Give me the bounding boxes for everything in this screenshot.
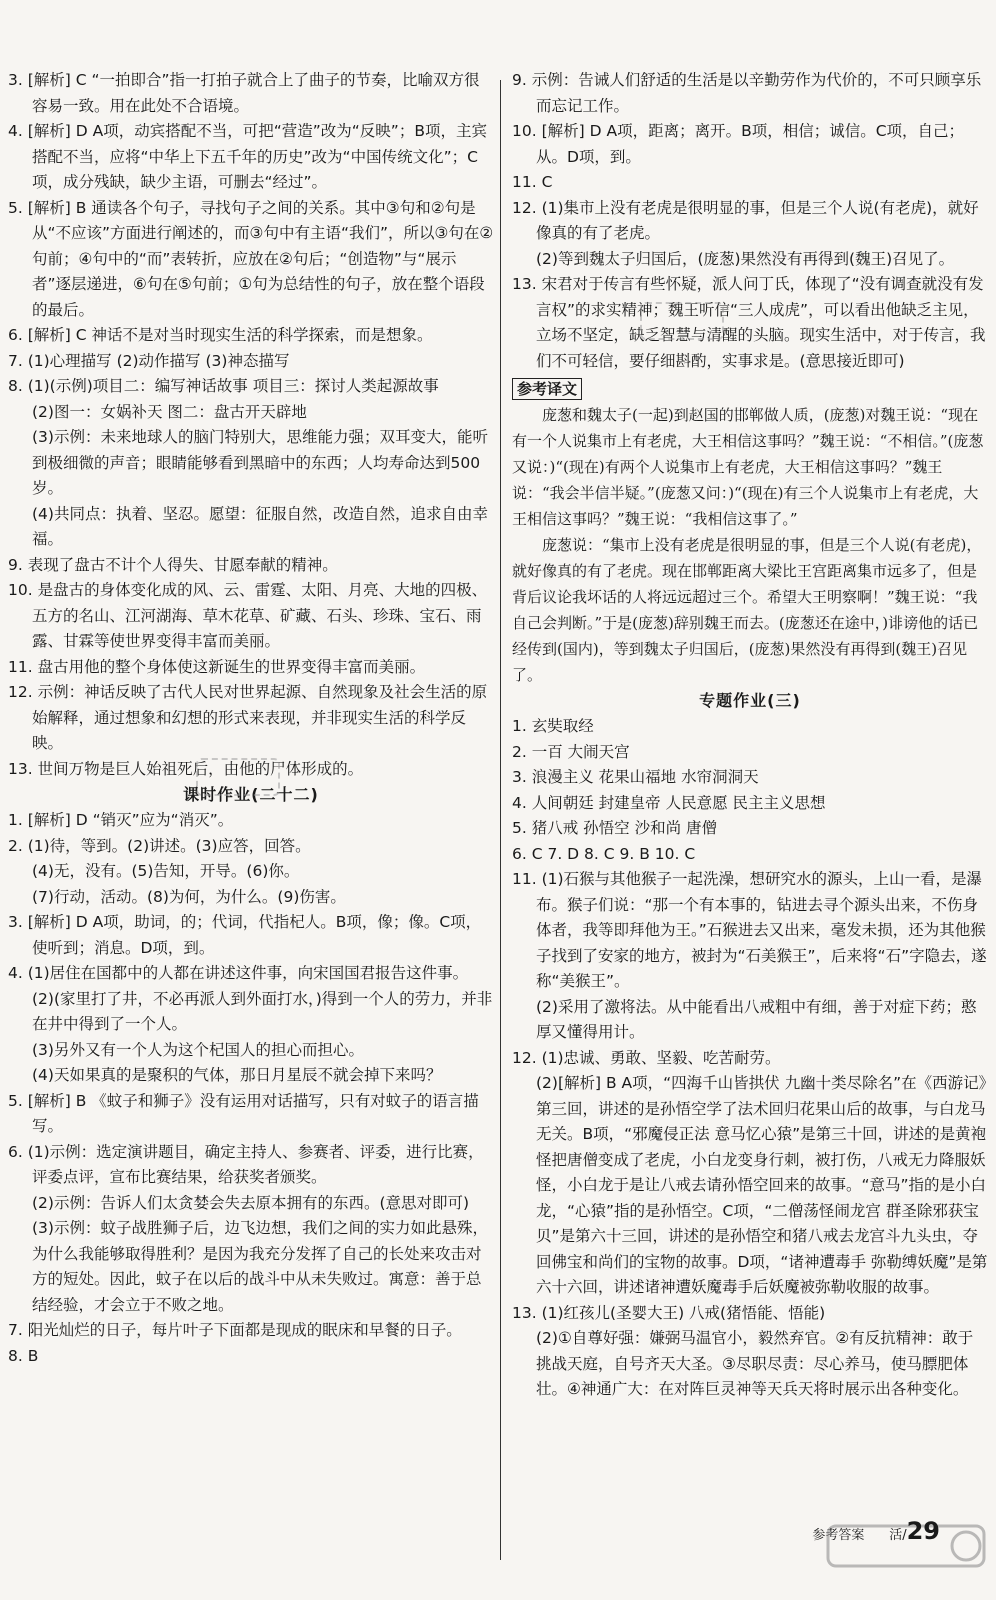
answer-item: 5. 猪八戒 孙悟空 沙和尚 唐僧: [512, 819, 717, 837]
answer-item: 12. (1)忠诚、勇敢、坚毅、吃苦耐劳。: [512, 1048, 781, 1067]
watermark-stamp-icon: [196, 758, 280, 796]
answer-subitem: (2)[解析] B A项，“四海千山皆拱伏 九幽十类尽除名”在《西游记》第三回，讲述的是孙悟空学了法术回归花果山后的故事，与白龙马无关。B项，“邪魔侵正法 意马忆心猿”是第三十回，讲述的是黄袍怪把唐僧变成了老虎，小白龙变身行刺，被打伤，八戒无力降服妖怪，小白龙于是让八戒去请孙悟空回来的故事。“意马”指的是小白龙，“心猿”指的是孙悟空。C项，“二僧荡怪闹龙宫 群圣除邪获宝贝”是第六十三回，讲述的是孙悟空和猪八戒去龙宫斗九头虫，夺回佛宝和尚们的宝物的故事。D项，“诸神遭毒手 弥勒缚妖魔”是第六十六回，讲述诸神遭妖魔毒手后妖魔被弥勒收服的故事。: [536, 1074, 988, 1296]
answer-item: 3. [解析] C “一拍即合”指一打拍子就合上了曲子的节奏，比喻双方很容易一致。用在此处不合语境。: [8, 71, 480, 115]
answer-subitem: (2)示例：告诉人们太贪婪会失去原本拥有的东西。(意思对即可): [32, 1193, 470, 1212]
answer-item: 7. (1)心理描写 (2)动作描写 (3)神态描写: [8, 351, 290, 370]
answer-item: 2. (1)待，等到。(2)讲述。(3)应答，回答。: [8, 836, 311, 855]
answer-subitem: (2)图一：女娲补天 图二：盘古开天辟地: [32, 402, 307, 421]
answer-item: 6. C 7. D 8. C 9. B 10. C: [512, 844, 696, 863]
section-title: 专题作业(三): [699, 691, 801, 710]
answer-item: 13. 宋君对于传言有些怀疑，派人问丁氏，体现了“没有调查就没有发言权”的求实精神；魏王听信“三人成虎”，可以看出他缺乏主见，立场不坚定，缺乏智慧与清醒的头脑。现实生活中，对于传言，我们不可轻信，要仔细斟酌，实事求是。(意思接近即可): [512, 275, 986, 370]
answer-item: 5. [解析] B 《蚊子和狮子》没有运用对话描写，只有对蚊子的语言描写。: [8, 1091, 479, 1135]
answer-item: 10. [解析] D A项，距离；离开。B项，相信；诚信。C项，自己；从。D项，到。: [512, 122, 965, 166]
column-divider: [500, 80, 501, 1560]
answer-item: 4. 人间朝廷 封建皇帝 人民意愿 民主主义思想: [512, 793, 826, 812]
answer-item: 11. 盘古用他的整个身体使这新诞生的世界变得丰富而美丽。: [8, 657, 426, 676]
answer-subitem: (2)等到魏太子归国后，(庞葱)果然没有再得到(魏王)召见了。: [536, 249, 955, 268]
answer-item: 8. (1)(示例)项目二：编写神话故事 项目三：探讨人类起源故事: [8, 377, 439, 395]
footer-label: 参考答案: [812, 1528, 865, 1543]
answer-subitem: (2)采用了激将法。从中能看出八戒粗中有细，善于对症下药；憨厚又懂得用计。: [536, 997, 977, 1041]
answer-item: 12. (1)集市上没有老虎是很明显的事，但是三个人说(有老虎)，就好像真的有了老虎。: [512, 198, 979, 242]
section-title: 课时作业(二十二): [183, 785, 319, 804]
answer-item: 12. 示例：神话反映了古代人民对世界起源、自然现象及社会生活的原始解释，通过想象和幻想的形式来表现，并非现实生活的科学反映。: [8, 683, 488, 752]
footer-prefix: 活/: [889, 1528, 907, 1543]
answer-item: 1. [解析] D “销灭”应为“消灭”。: [8, 811, 234, 829]
left-column: [8, 68, 494, 1369]
watermark-stamp-icon: [640, 302, 724, 340]
answer-item: 4. (1)居住在国都中的人都在讲述这件事，向宋国国君报告这件事。: [8, 964, 469, 982]
answer-item: 9. 示例：告诫人们舒适的生活是以辛勤劳作为代价的，不可只顾享乐而忘记工作。: [512, 71, 982, 115]
answer-item: 11. (1)石猴与其他猴子一起洗澡，想研究水的源头，上山一看，是瀑布。猴子们说：“那一个有本事的，钻进去寻个源头出来，不伤身体者，我等即拜他为王。”石猴进去又出来，毫发未损，还为其他猴子找到了安家的地方，被封为“石美猴王”，后来将“石”字隐去，遂称“美猴王”。: [512, 870, 987, 990]
answer-subitem: (4)共同点：执着、坚忍。愿望：征服自然，改造自然，追求自由幸福。: [32, 504, 488, 548]
answer-subitem: (2)①自尊好强：嫌弼马温官小，毅然弃官。②有反抗精神：敢于挑战天庭，自号齐天大圣。③尽职尽责：尽心养马，使马膘肥体壮。④神通广大：在对阵巨灵神等天兵天将时展示出各种变化。: [536, 1329, 974, 1398]
page-footer: [812, 1517, 940, 1545]
answer-item: 8. B: [8, 1346, 39, 1365]
page-number: 29: [906, 1517, 940, 1545]
answer-subitem: (4)无，没有。(5)告知，开导。(6)你。: [32, 862, 300, 880]
answer-item: 3. 浪漫主义 花果山福地 水帘洞洞天: [512, 768, 759, 786]
answer-item: 3. [解析] D A项，助词，的；代词，代指杞人。B项，像；像。C项，使听到；消息。D项，到。: [8, 913, 482, 957]
answer-subitem: (3)另外又有一个人为这个杞国人的担心而担心。: [32, 1040, 364, 1059]
answer-item: 6. [解析] C 神话不是对当时现实生活的科学探索，而是想象。: [8, 326, 433, 344]
answer-item: 4. [解析] D A项，动宾搭配不当，可把“营造”改为“反映”；B项，主宾搭配不当，应将“中华上下五千年的历史”改为“中国传统文化”；C项，成分残缺，缺少主语，可删去“经过”。: [8, 122, 487, 191]
answer-subitem: (3)示例：蚊子战胜狮子后，边飞边想，我们之间的实力如此悬殊，为什么我能够取得胜利？是因为我充分发挥了自己的长处来攻击对方的短处。因此，蚊子在以后的战斗中从未失败过。寓意：善于总结经验，才会立于不败之地。: [32, 1219, 488, 1314]
reference-translation-title: 参考译文: [512, 378, 582, 400]
answer-subitem: (2)(家里打了井，不必再派人到外面打水，)得到一个人的劳力，并非在井中得到了一个人。: [32, 989, 493, 1033]
translation-paragraph: 庞葱说：“集市上没有老虎是很明显的事，但是三个人说(有老虎)，就好像真的有了老虎。现在邯郸距离大梁比王宫距离集市远多了，但是背后议论我坏话的人将远远超过三个。希望大王明察啊！”魏王说：“我自己会判断。”于是(庞葱)辞别魏王而去。(庞葱还在途中，)诽谤他的话已经传到(国内)，等到魏太子归国后，(庞葱)果然没有再得到(魏王)召见了。: [512, 536, 982, 684]
answer-item: 10. 是盘古的身体变化成的风、云、雷霆、太阳、月亮、大地的四极、五方的名山、江河湖海、草木花草、矿藏、石头、珍珠、宝石、雨露、甘霖等使世界变得丰富而美丽。: [8, 581, 488, 650]
answer-item: 13. 世间万物是巨人始祖死后，由他的尸体形成的。: [8, 759, 364, 778]
answer-item: 1. 玄奘取经: [512, 717, 594, 735]
answer-subitem: (3)示例：未来地球人的脑门特别大，思维能力强；双耳变大，能听到极细微的声音；眼睛能够看到黑暗中的东西；人均寿命达到500岁。: [32, 428, 488, 497]
answer-subitem: (4)天如果真的是聚积的气体，那日月星辰不就会掉下来吗？: [32, 1066, 442, 1084]
answer-item: 7. 阳光灿烂的日子，每片叶子下面都是现成的眠床和早餐的日子。: [8, 1321, 462, 1339]
right-column: [512, 68, 988, 1403]
answer-item: 11. C: [512, 173, 553, 191]
answer-item: 6. (1)示例：选定演讲题目，确定主持人、参赛者、评委，进行比赛，评委点评，宣布比赛结果，给获奖者颁奖。: [8, 1142, 484, 1186]
answer-item: 2. 一百 大闹天宫: [512, 742, 630, 761]
translation-paragraph: 庞葱和魏太子(一起)到赵国的邯郸做人质，(庞葱)对魏王说：“现在有一个人说集市上有老虎，大王相信这事吗？”魏王说：“不相信。”(庞葱又说：)“(现在)有两个人说集市上有老虎，大王相信这事吗？”魏王说：“我会半信半疑。”(庞葱又问：)“(现在)有三个人说集市上有老虎，大王相信这事吗？”魏王说：“我相信这事了。”: [512, 406, 984, 528]
answer-item: 5. [解析] B 通读各个句子，寻找句子之间的关系。其中③句和②句是从“不应该”方面进行阐述的，而③句中有主语“我们”，所以③句在②句前；④句中的“而”表转折，应放在②句后；“创造物”与“展示者”逐层递进，⑥句在⑤句前；①句为总结性的句子，放在整个语段的最后。: [8, 198, 494, 319]
answer-subitem: (7)行动，活动。(8)为何，为什么。(9)伤害。: [32, 887, 346, 906]
answer-item: 13. (1)红孩儿(圣婴大王) 八戒(猪悟能、悟能): [512, 1303, 826, 1322]
answer-item: 9. 表现了盘古不计个人得失、甘愿奉献的精神。: [8, 555, 338, 574]
